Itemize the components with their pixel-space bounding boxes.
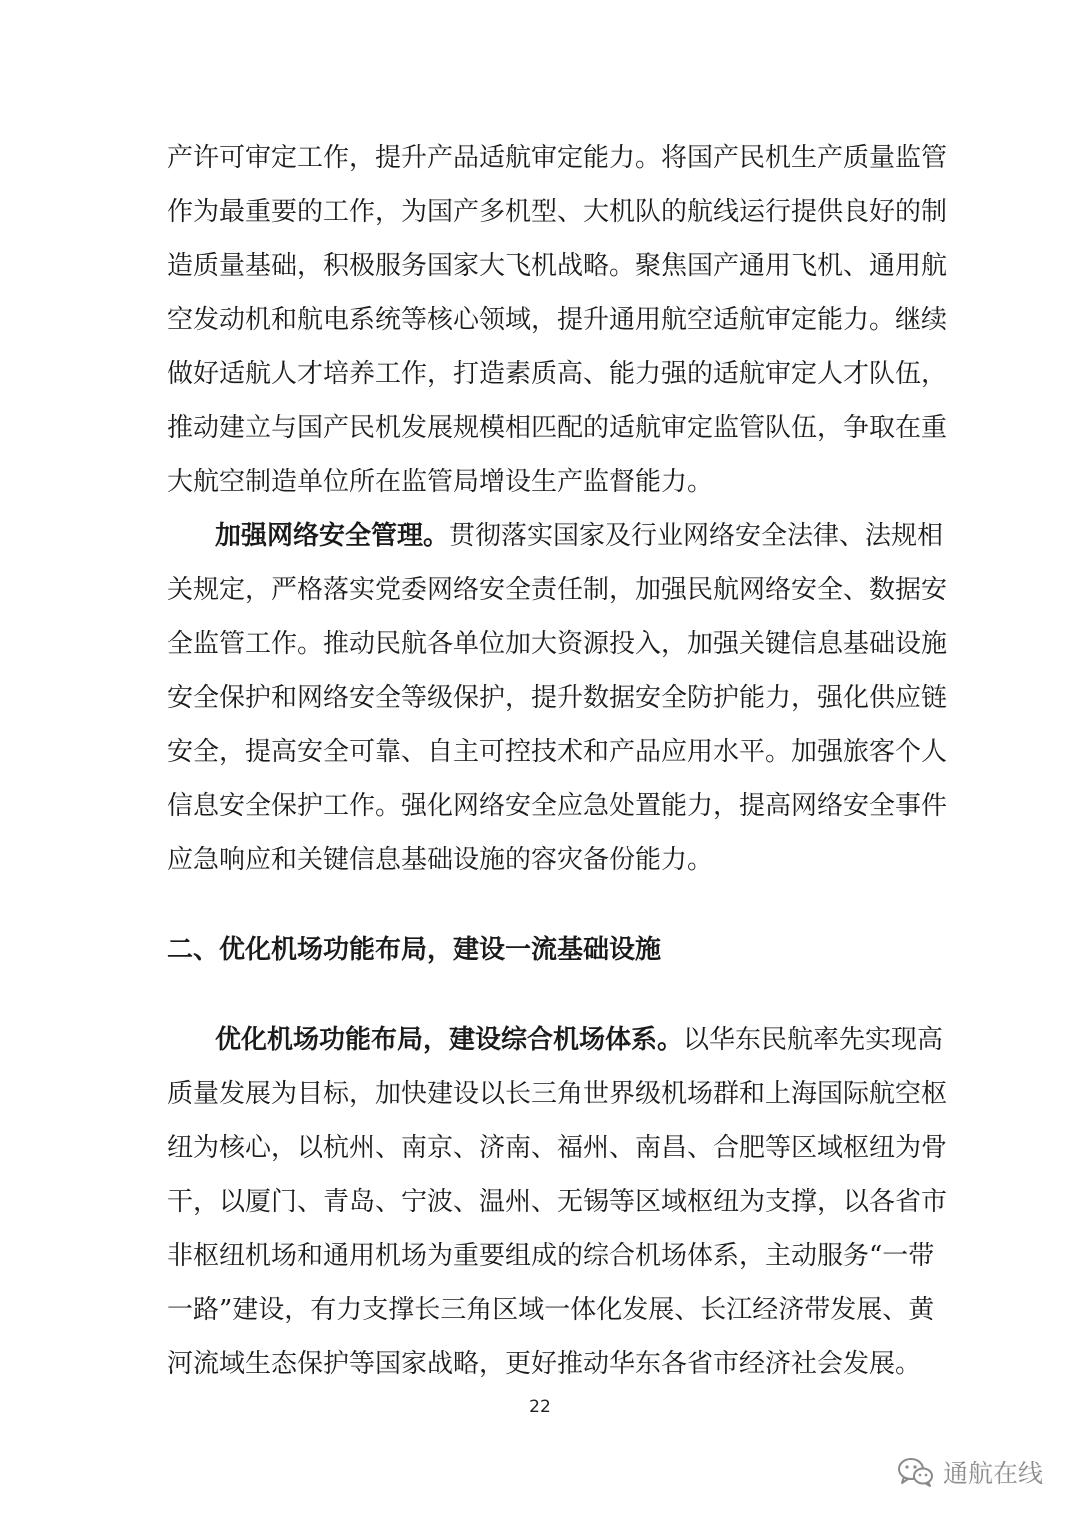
paragraph-line: 质量发展为目标，加快建设以长三角世界级机场群和上海国际航空枢 bbox=[167, 1079, 948, 1109]
paragraph-line: 安全保护和网络安全等级保护，提升数据安全防护能力，强化供应链 bbox=[167, 683, 948, 713]
paragraph-line: 信息安全保护工作。强化网络安全应急处置能力，提高网络安全事件 bbox=[167, 791, 948, 821]
paragraph-line: 大航空制造单位所在监管局增设生产监督能力。 bbox=[167, 467, 714, 497]
paragraph-line: 一路”建设，有力支撑长三角区域一体化发展、长江经济带发展、黄 bbox=[167, 1295, 935, 1325]
wechat-icon bbox=[897, 1456, 935, 1488]
paragraph-lead-title: 优化机场功能布局，建设综合机场体系。 bbox=[215, 1025, 684, 1055]
paragraph-line: 做好适航人才培养工作，打造素质高、能力强的适航审定人才队伍， bbox=[167, 359, 948, 389]
watermark bbox=[897, 1452, 1043, 1492]
paragraph-line: 非枢纽机场和通用机场为重要组成的综合机场体系，主动服务“一带 bbox=[167, 1241, 935, 1271]
page-number: 22 bbox=[529, 1397, 551, 1417]
paragraph-line: 作为最重要的工作，为国产多机型、大机队的航线运行提供良好的制 bbox=[167, 197, 948, 227]
paragraph-line: 空发动机和航电系统等核心领域，提升通用航空适航审定能力。继续 bbox=[167, 305, 948, 335]
paragraph-line: 造质量基础，积极服务国家大飞机战略。聚焦国产通用飞机、通用航 bbox=[167, 251, 948, 281]
paragraph-lead-title: 加强网络安全管理。 bbox=[215, 521, 450, 551]
paragraph-line: 应急响应和关键信息基础设施的容灾备份能力。 bbox=[167, 845, 714, 875]
paragraph-line: 关规定，严格落实党委网络安全责任制，加强民航网络安全、数据安 bbox=[167, 575, 948, 605]
paragraph-line: 推动建立与国产民机发展规模相匹配的适航审定监管队伍，争取在重 bbox=[167, 413, 948, 443]
paragraph-line: 产许可审定工作，提升产品适航审定能力。将国产民机生产质量监管 bbox=[167, 143, 948, 173]
watermark-text: 通航在线 bbox=[943, 1459, 1044, 1488]
paragraph-line: 安全，提高安全可靠、自主可控技术和产品应用水平。加强旅客个人 bbox=[167, 737, 948, 767]
section-heading: 二、优化机场功能布局，建设一流基础设施 bbox=[167, 935, 662, 965]
paragraph-line: 干，以厦门、青岛、宁波、温州、无锡等区域枢纽为支撑，以各省市 bbox=[167, 1187, 948, 1217]
paragraph-first-line bbox=[215, 518, 944, 554]
paragraph-first-line bbox=[215, 1022, 944, 1058]
paragraph-first-text: 以华东民航率先实现高 bbox=[683, 1025, 944, 1055]
paragraph-line: 全监管工作。推动民航各单位加大资源投入，加强关键信息基础设施 bbox=[167, 629, 948, 659]
paragraph-line: 纽为核心，以杭州、南京、济南、福州、南昌、合肥等区域枢纽为骨 bbox=[167, 1133, 948, 1163]
paragraph-line: 河流域生态保护等国家战略，更好推动华东各省市经济社会发展。 bbox=[167, 1349, 922, 1379]
paragraph-first-text: 贯彻落实国家及行业网络安全法律、法规相 bbox=[449, 521, 944, 551]
